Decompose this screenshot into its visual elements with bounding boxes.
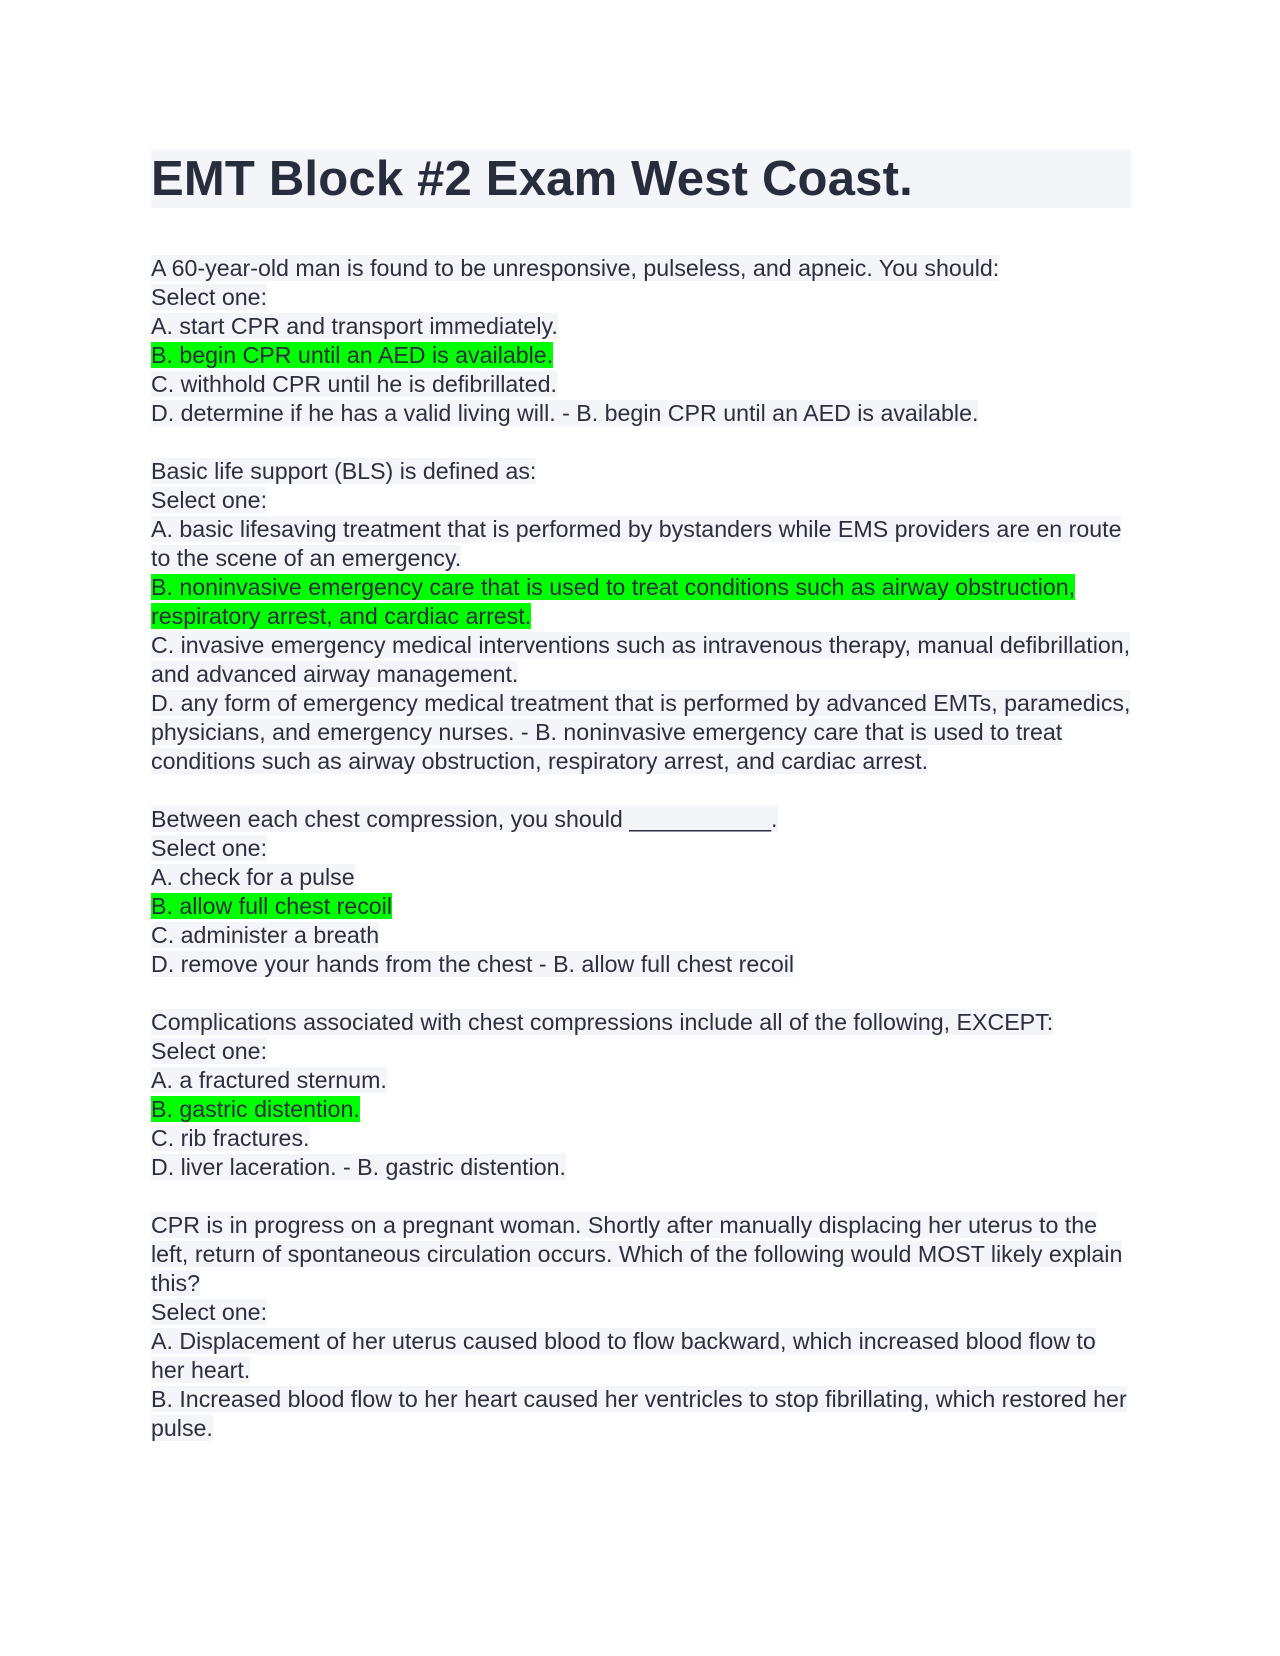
question-1 <box>151 254 1131 428</box>
option-c: C. invasive emergency medical interventions such as intravenous therapy, manual defibrillation, and advanced airway management. <box>151 632 1131 687</box>
select-prompt: Select one: <box>151 487 268 513</box>
option-a: A. basic lifesaving treatment that is performed by bystanders while EMS providers are en route to the scene of an emergency. <box>151 516 1122 571</box>
select-prompt: Select one: <box>151 1299 268 1325</box>
option-b-correct: B. begin CPR until an AED is available. <box>151 342 554 368</box>
select-prompt: Select one: <box>151 1038 268 1064</box>
option-d-with-answer: D. liver laceration. - B. gastric distention. <box>151 1154 566 1180</box>
question-3 <box>151 805 1131 979</box>
option-b-correct: B. noninvasive emergency care that is used to treat conditions such as airway obstruction, respiratory arrest, and cardiac arrest. <box>151 574 1076 629</box>
select-prompt: Select one: <box>151 835 268 861</box>
question-stem: Between each chest compression, you should ___________. <box>151 806 778 832</box>
select-prompt: Select one: <box>151 284 268 310</box>
option-a: A. check for a pulse <box>151 864 355 890</box>
option-a: A. start CPR and transport immediately. <box>151 313 558 339</box>
option-b-correct: B. gastric distention. <box>151 1096 360 1122</box>
option-b-correct: B. allow full chest recoil <box>151 893 392 919</box>
question-stem: Basic life support (BLS) is defined as: <box>151 458 537 484</box>
question-stem: Complications associated with chest compressions include all of the following, EXCEPT: <box>151 1009 1054 1035</box>
document-content <box>151 254 1131 1443</box>
document-page <box>151 150 1131 1472</box>
question-stem: CPR is in progress on a pregnant woman. Shortly after manually displacing her uterus to the left, return of spontaneous circulation occurs. Which of the following would MOST likely explain this? <box>151 1212 1123 1296</box>
document-title: EMT Block #2 Exam West Coast. <box>151 150 1131 208</box>
option-c: C. withhold CPR until he is defibrillated. <box>151 371 557 397</box>
option-a: A. Displacement of her uterus caused blood to flow backward, which increased blood flow to her heart. <box>151 1328 1096 1383</box>
option-b: B. Increased blood flow to her heart caused her ventricles to stop fibrillating, which restored her pulse. <box>151 1386 1127 1441</box>
question-stem: A 60-year-old man is found to be unresponsive, pulseless, and apneic. You should: <box>151 255 1000 281</box>
option-c: C. rib fractures. <box>151 1125 310 1151</box>
option-a: A. a fractured sternum. <box>151 1067 387 1093</box>
question-5 <box>151 1211 1131 1443</box>
option-d-with-answer: D. remove your hands from the chest - B. allow full chest recoil <box>151 951 795 977</box>
option-d-with-answer: D. determine if he has a valid living will. - B. begin CPR until an AED is available. <box>151 400 979 426</box>
option-d-with-answer: D. any form of emergency medical treatment that is performed by advanced EMTs, paramedics, physicians, and emergency nurses. - B. noninvasive emergency care that is used to treat conditions such as airway obstruction, respiratory arrest, and cardiac arrest. <box>151 690 1131 774</box>
option-c: C. administer a breath <box>151 922 380 948</box>
question-2 <box>151 457 1131 776</box>
question-4 <box>151 1008 1131 1182</box>
